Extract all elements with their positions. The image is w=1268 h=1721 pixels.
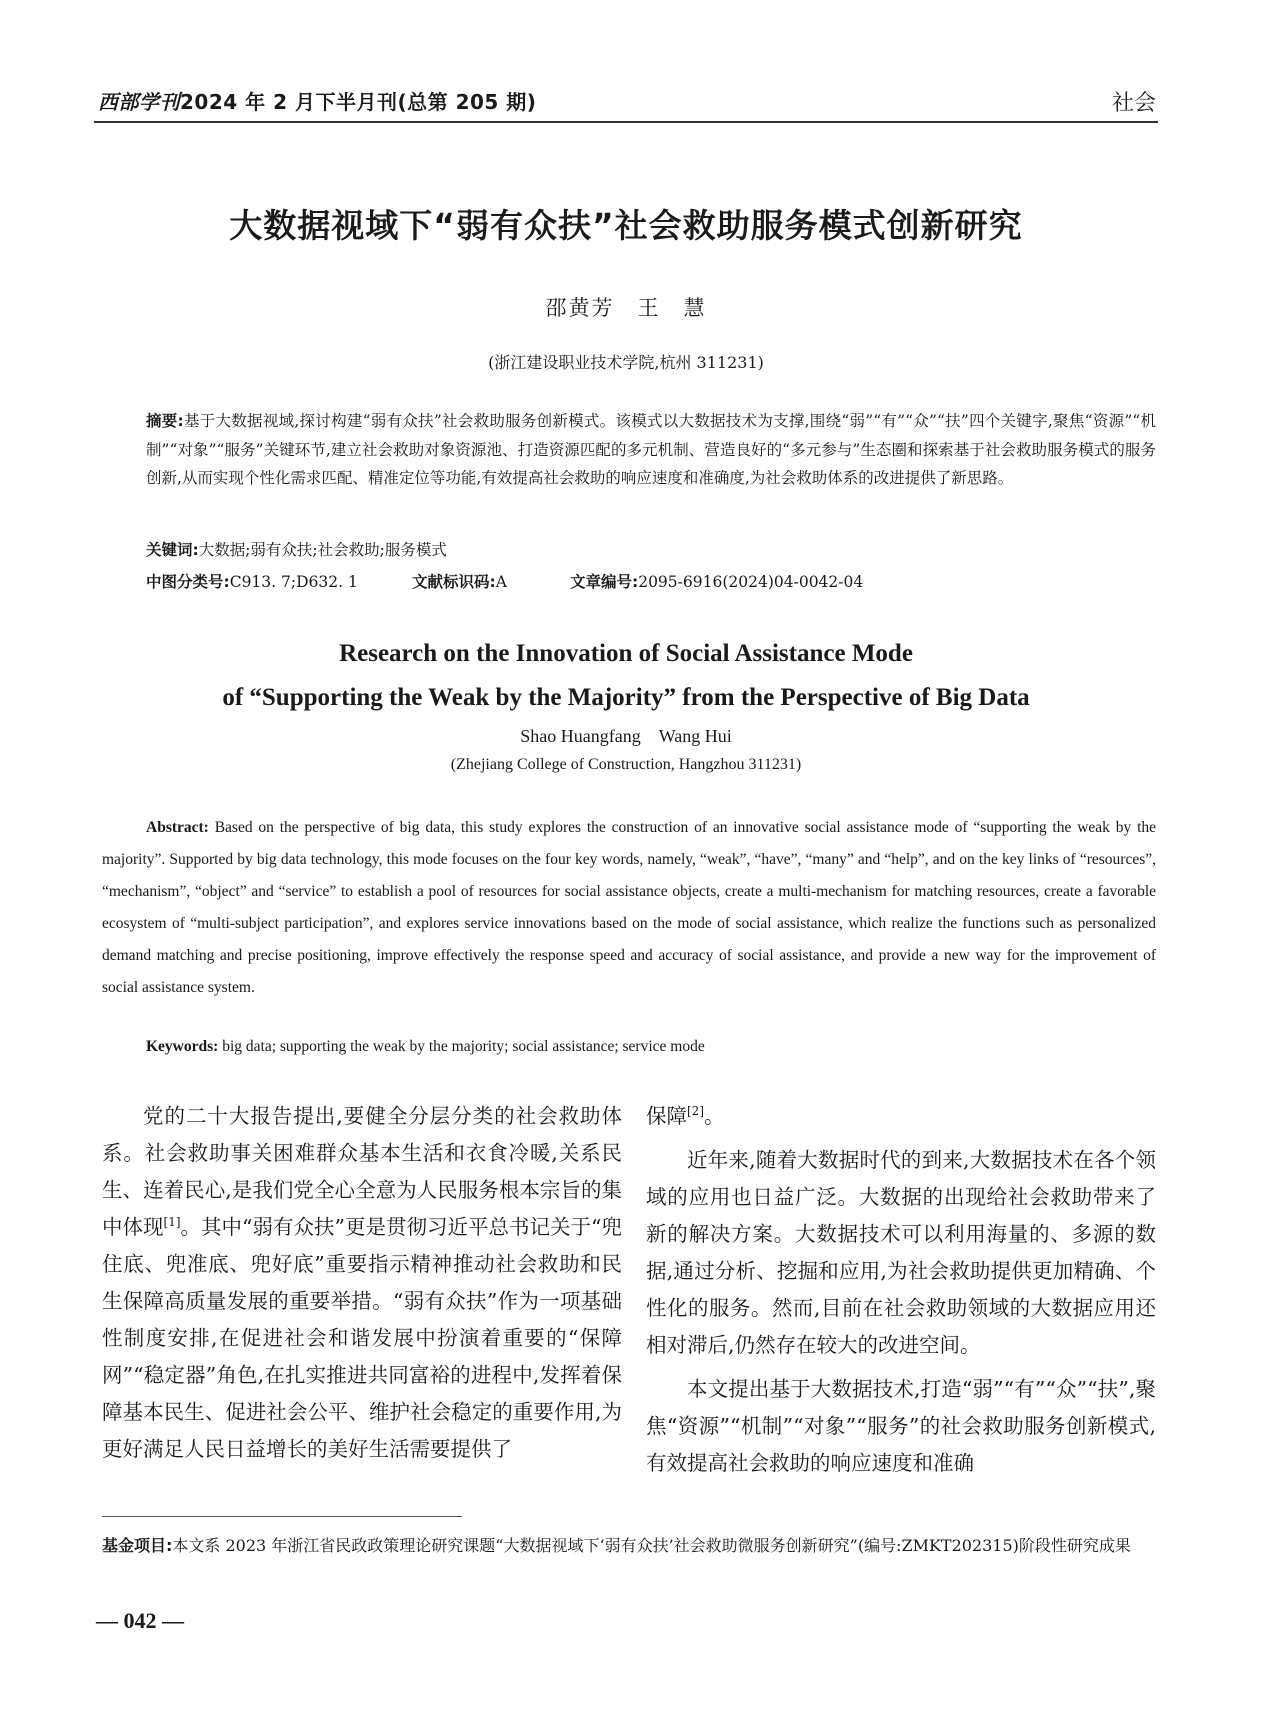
classification-row xyxy=(146,570,1156,592)
keywords-en xyxy=(146,1038,705,1056)
clc-value: C913. 7;D632. 1 xyxy=(229,573,358,591)
authors-en: Shao Huangfang Wang Hui xyxy=(520,726,732,746)
paragraph: 近年来,随着大数据时代的到来,大数据技术在各个领域的应用也日益广泛。大数据的出现给社会救助带来了新的解决方案。大数据技术可以利用海量的、多源的数据,通过分析、挖掘和应用,为社会救助提供更加精确、个性化的服务。然而,目前在社会救助领域的大数据应用还相对滞后,仍然存在较大的改进空间。 xyxy=(646,1148,1156,1357)
citation-ref[interactable]: [1] xyxy=(163,1215,181,1229)
issue-info: 2024 年 2 月下半月刊(总第 205 期) xyxy=(180,90,537,114)
keywords-en-text: big data; supporting the weak by the majority; social assistance; service mode xyxy=(222,1038,705,1055)
citation-ref[interactable]: [2] xyxy=(687,1104,704,1118)
paragraph-text: 保障 xyxy=(646,1104,687,1128)
keywords-cn-label: 关键词: xyxy=(146,541,199,559)
funding-text: 本文系 2023 年浙江省民政政策理论研究课题“大数据视域下‘弱有众扶’社会救助微服务创新研究”(编号:ZMKT202315)阶段性研究成果 xyxy=(172,1536,1131,1555)
paper-title-en xyxy=(94,632,1158,720)
funding-label: 基金项目: xyxy=(102,1536,173,1555)
abstract-cn xyxy=(146,407,1156,493)
abstract-cn-text: 基于大数据视域,探讨构建“弱有众扶”社会救助服务创新模式。该模式以大数据技术为支撑,围绕“弱”“有”“众”“扶”四个关键字,聚焦“资源”“机制”“对象”“服务”关键环节,建立社会救助对象资源池、打造资源匹配的多元机制、营造良好的“多元参与”生态圈和探索基于社会救助服务模式的服务创新,从而实现个性化需求匹配、精准定位等功能,有效提高社会救助的响应速度和准确度,为社会救助体系的改进提供了新思路。 xyxy=(146,412,1156,487)
article-no-label: 文章编号: xyxy=(570,573,639,591)
keywords-cn xyxy=(146,538,447,560)
clc-code xyxy=(146,570,412,592)
doc-code-value: A xyxy=(495,573,507,591)
abstract-cn-label: 摘要: xyxy=(146,412,184,430)
paragraph-text: 党的二十大报告提出,要健全分层分类的社会救助体系。社会救助事关困难群众基本生活和衣食冷暖,关系民生、连着民心,是我们党全心全意为人民服务根本宗旨的集中体现 xyxy=(102,1104,622,1239)
paragraph-text: 。 xyxy=(704,1104,725,1128)
journal-logo: 西部学刊 xyxy=(98,90,180,114)
affiliation-cn: (浙江建设职业技术学院,杭州 311231) xyxy=(488,353,764,372)
affiliation-en: (Zhejiang College of Construction, Hangzhou 311231) xyxy=(450,756,802,773)
footnote-divider xyxy=(102,1516,462,1517)
article-number xyxy=(570,570,863,592)
section-name: 社会 xyxy=(1112,91,1157,116)
keywords-cn-text: 大数据;弱有众扶;社会救助;服务模式 xyxy=(198,541,447,559)
abstract-en-text: Based on the perspective of big data, this study explores the construction of an innovative social assistance mode of “supporting the weak by the majority”. Supported by big data technology, this mode focuses on the four key words, namely, “weak”, “have”, “many” and “help”, and on the key links of “resources”, “mechanism”, “object” and “service” to establish a pool of resources for social assistance objects, create a multi-mechanism for matching resources, create a favorable ecosystem of “multi-subject participation”, and explores service innovations based on the mode of social assistance, which realize the functions such as personalized demand matching and precise positioning, improve effectively the response speed and accuracy of social assistance, and provide a new way for the improvement of social assistance system. xyxy=(102,819,1157,996)
title-en-line2: of “Supporting the Weak by the Majority” from the Perspective of Big Data xyxy=(222,684,1030,711)
doc-code-label: 文献标识码: xyxy=(412,573,496,591)
clc-label: 中图分类号: xyxy=(146,573,230,591)
page-number: — 042 — xyxy=(96,1608,184,1633)
article-no-value: 2095-6916(2024)04-0042-04 xyxy=(638,573,864,591)
paragraph xyxy=(102,1098,622,1468)
authors-cn: 邵黄芳 王 慧 xyxy=(545,296,707,320)
abstract-en xyxy=(102,812,1156,1004)
paragraph: 本文提出基于大数据技术,打造“弱”“有”“众”“扶”,聚焦“资源”“机制”“对象”“服务”的社会救助服务创新模式,有效提高社会救助的响应速度和准确 xyxy=(646,1377,1156,1475)
abstract-en-label: Abstract: xyxy=(146,819,209,836)
title-en-line1: Research on the Innovation of Social Assistance Mode xyxy=(339,640,913,667)
body-column-left xyxy=(102,1098,622,1468)
doc-code xyxy=(412,570,570,592)
running-header xyxy=(98,86,536,115)
header-divider xyxy=(94,121,1158,123)
paper-title-cn: 大数据视域下“弱有众扶”社会救助服务模式创新研究 xyxy=(229,206,1023,245)
body-column-right xyxy=(646,1098,1156,1482)
funding-note xyxy=(102,1530,1156,1561)
paragraph xyxy=(646,1098,1156,1135)
keywords-en-label: Keywords: xyxy=(146,1038,219,1055)
paragraph-text: 。其中“弱有众扶”更是贯彻习近平总书记关于“兜住底、兜准底、兜好底”重要指示精神推动社会救助和民生保障高质量发展的重要举措。“弱有众扶”作为一项基础性制度安排,在促进社会和谐发展中扮演着重要的“保障网”“稳定器”角色,在扎实推进共同富裕的进程中,发挥着保障基本民生、促进社会公平、维护社会稳定的重要作用,为更好满足人民日益增长的美好生活需要提供了 xyxy=(102,1215,622,1461)
